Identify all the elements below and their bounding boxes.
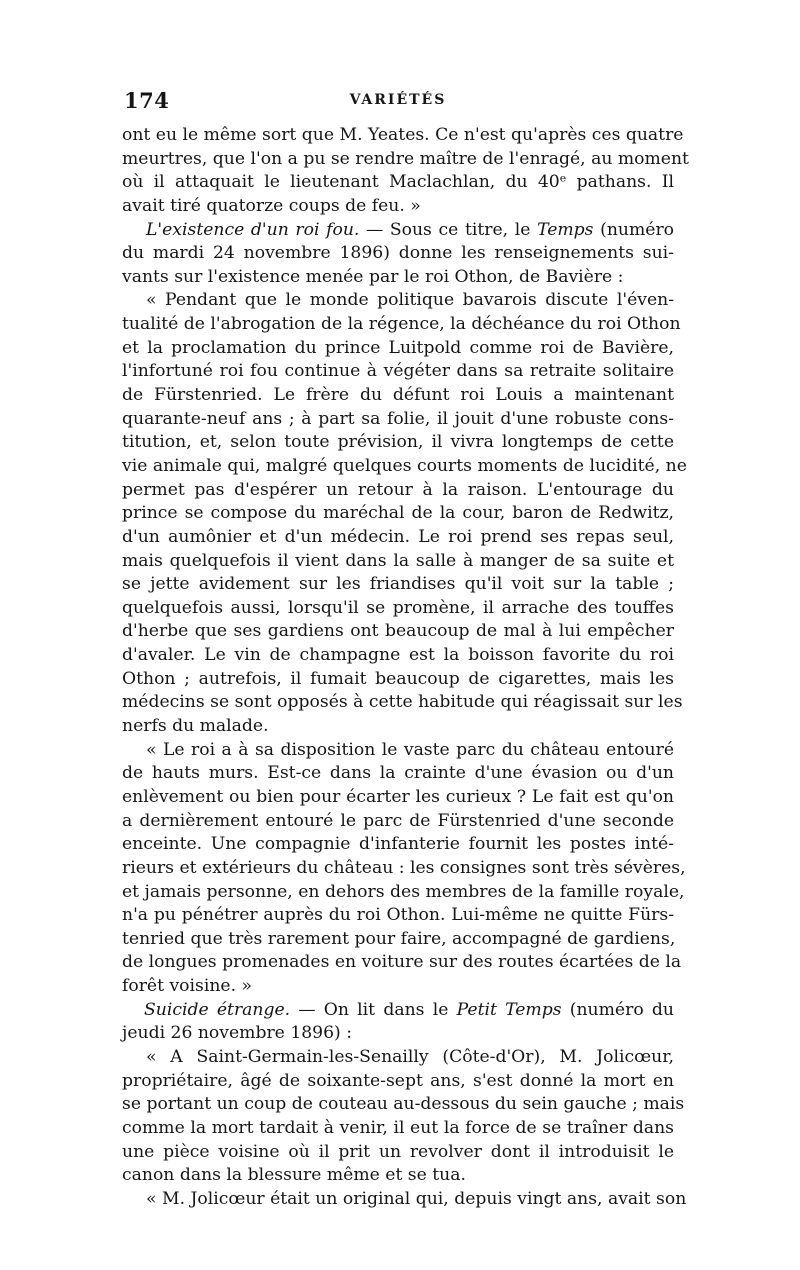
line-text: vants sur l'existence menée par le roi Othon, de Bavière : xyxy=(122,266,624,287)
text-line xyxy=(122,1164,674,1188)
line-text: a dernièrement entouré le parc de Fürstenried d'une seconde xyxy=(122,810,674,831)
line-text: ont eu le même sort que M. Yeates. Ce n'est qu'après ces quatre xyxy=(122,125,684,145)
text-line xyxy=(122,975,674,999)
text-line xyxy=(122,289,674,313)
text-line xyxy=(122,715,674,739)
text-line xyxy=(122,550,674,574)
line-text: l'infortuné roi fou continue à végéter dans sa retraite solitaire xyxy=(122,361,674,382)
text-line xyxy=(122,999,674,1023)
line-text: comme la mort tardait à venir, il eut la force de se traîner dans xyxy=(122,1117,674,1138)
line-text: prince se compose du maréchal de la cour, baron de Redwitz, xyxy=(122,503,674,524)
running-title: VARIÉTÉS xyxy=(349,92,447,108)
text-line xyxy=(122,691,683,715)
line-text: médecins se sont opposés à cette habitude qui réagissait sur les xyxy=(122,692,683,713)
line-text: nerfs du malade. xyxy=(122,716,269,737)
text-line xyxy=(122,1117,674,1141)
line-text: quarante-neuf ans ; à part sa folie, il jouit d'une robuste cons- xyxy=(122,408,674,429)
line-text: — Sous ce titre, le xyxy=(359,219,538,240)
text-line xyxy=(122,1046,674,1070)
text-line xyxy=(122,313,681,337)
document-page xyxy=(122,88,689,1211)
text-line xyxy=(122,1188,687,1212)
line-text: de longues promenades en voiture sur des routes écartées de la xyxy=(122,952,682,973)
line-text: et la proclamation du prince Luitpold comme roi de Bavière, xyxy=(122,337,674,358)
text-line xyxy=(122,668,674,692)
text-line xyxy=(122,455,687,479)
body-text xyxy=(122,124,689,1211)
text-line xyxy=(122,739,674,763)
text-line xyxy=(122,833,674,857)
line-text: une pièce voisine où il prit un revolver dont il introduisit le xyxy=(122,1141,674,1162)
line-text: de Fürstenried. Le frère du défunt roi Louis a maintenant xyxy=(122,385,674,406)
line-text: où il attaquait le lieutenant Maclachlan, du 40ᵉ pathans. Il xyxy=(122,172,674,193)
italic-text: Suicide étrange. xyxy=(144,999,291,1020)
line-text: meurtres, que l'on a pu se rendre maître de l'enragé, au moment xyxy=(122,148,689,169)
line-text: Othon ; autrefois, il fumait beaucoup de cigarettes, mais les xyxy=(122,668,674,689)
text-line xyxy=(122,360,674,384)
line-text: du mardi 24 novembre 1896) donne les renseignements sui- xyxy=(122,243,674,264)
line-text: « Pendant que le monde politique bavarois discute l'éven- xyxy=(146,290,674,311)
line-text: n'a pu pénétrer auprès du roi Othon. Lui-même ne quitte Fürs- xyxy=(122,905,674,926)
italic-text: Temps xyxy=(537,219,594,240)
text-line xyxy=(122,1141,674,1165)
text-line xyxy=(122,266,674,290)
line-text: enceinte. Une compagnie d'infanterie fournit les postes inté- xyxy=(122,834,674,855)
text-line xyxy=(122,904,674,928)
text-line xyxy=(122,597,674,621)
line-text: enlèvement ou bien pour écarter les curieux ? Le fait est qu'on xyxy=(122,786,674,807)
line-text: « M. Jolicœur était un original qui, depuis vingt ans, avait son xyxy=(146,1188,687,1209)
italic-text: Petit Temps xyxy=(456,999,562,1020)
text-line xyxy=(122,242,674,266)
text-line xyxy=(122,1022,674,1046)
text-line xyxy=(122,1070,674,1094)
line-text: « Le roi a à sa disposition le vaste parc du château entouré xyxy=(146,739,674,760)
line-text: tualité de l'abrogation de la régence, la déchéance du roi Othon xyxy=(122,314,681,335)
text-line xyxy=(122,810,674,834)
line-text: d'herbe que ses gardiens ont beaucoup de mal à lui empêcher xyxy=(122,621,674,642)
page-number: 174 xyxy=(124,88,170,113)
text-line xyxy=(122,762,674,786)
line-text: titution, et, selon toute prévision, il vivra longtemps de cette xyxy=(122,432,674,453)
line-text: (numéro du xyxy=(561,999,674,1020)
italic-text: L'existence d'un roi fou. xyxy=(146,219,360,240)
line-text: se jette avidement sur les friandises qu'il voit sur la table ; xyxy=(122,574,674,595)
line-text: canon dans la blessure même et se tua. xyxy=(122,1165,466,1186)
text-line xyxy=(122,526,674,550)
text-line xyxy=(122,195,674,219)
line-text: (numéro xyxy=(593,219,675,240)
text-line xyxy=(122,337,674,361)
line-text: rieurs et extérieurs du château : les consignes sont très sévères, xyxy=(122,857,686,878)
text-line xyxy=(122,408,674,432)
line-text: d'avaler. Le vin de champagne est la boisson favorite du roi xyxy=(122,645,674,666)
text-line xyxy=(122,644,674,668)
line-text: forêt voisine. » xyxy=(122,976,253,997)
text-line xyxy=(122,786,674,810)
text-line xyxy=(122,384,674,408)
text-line xyxy=(122,881,685,905)
line-text: se portant un coup de couteau au-dessous du sein gauche ; mais xyxy=(122,1094,685,1115)
text-line xyxy=(122,171,674,195)
text-line xyxy=(122,857,686,881)
page-header xyxy=(122,88,674,118)
line-text: jeudi 26 novembre 1896) : xyxy=(122,1023,353,1044)
text-line xyxy=(122,431,674,455)
line-text: et jamais personne, en dehors des membres de la famille royale, xyxy=(122,881,685,902)
line-text: quelquefois aussi, lorsqu'il se promène, il arrache des touffes xyxy=(122,597,674,618)
text-line xyxy=(122,148,689,172)
text-line xyxy=(122,502,674,526)
line-text: « A Saint-Germain-les-Senailly (Côte-d'Or), M. Jolicœur, xyxy=(146,1046,674,1067)
line-text: — On lit dans le xyxy=(290,999,457,1020)
line-text: propriétaire, âgé de soixante-sept ans, s'est donné la mort en xyxy=(122,1070,674,1091)
text-line xyxy=(122,573,674,597)
text-line xyxy=(122,1093,685,1117)
line-text: vie animale qui, malgré quelques courts moments de lucidité, ne xyxy=(122,455,687,476)
line-text: permet pas d'espérer un retour à la raison. L'entourage du xyxy=(122,479,674,500)
line-text: mais quelquefois il vient dans la salle à manger de sa suite et xyxy=(122,550,674,571)
text-line xyxy=(122,479,674,503)
line-text: tenried que très rarement pour faire, accompagné de gardiens, xyxy=(122,928,676,949)
text-line xyxy=(122,951,682,975)
text-line xyxy=(122,124,684,148)
line-text: de hauts murs. Est-ce dans la crainte d'une évasion ou d'un xyxy=(122,763,674,784)
text-line xyxy=(122,219,674,243)
text-line xyxy=(122,928,674,952)
text-line xyxy=(122,620,674,644)
line-text: d'un aumônier et d'un médecin. Le roi prend ses repas seul, xyxy=(122,526,674,547)
line-text: avait tiré quatorze coups de feu. » xyxy=(122,195,421,216)
